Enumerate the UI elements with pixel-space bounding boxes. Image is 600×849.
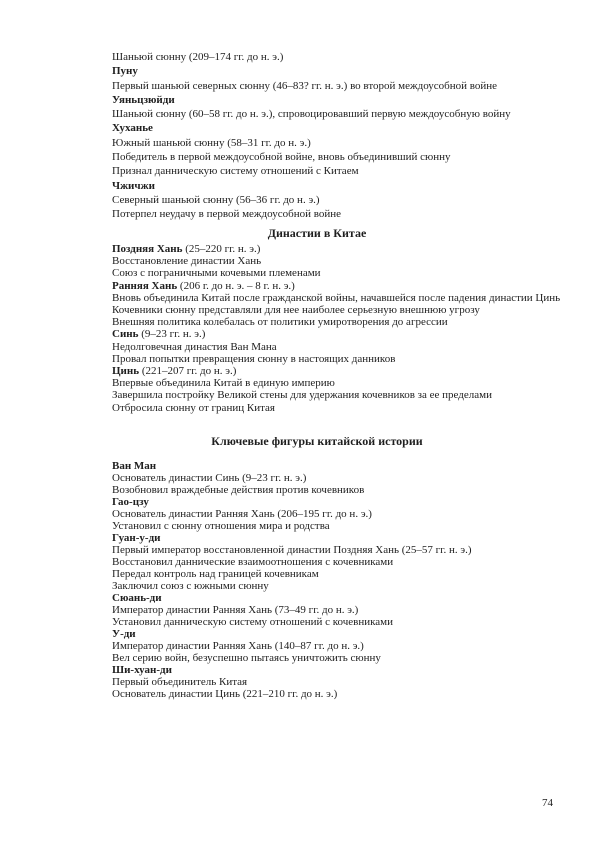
line-text: Император династии Ранняя Хань (73–49 гг. до н. э.) (112, 604, 359, 616)
line-text: Первый император восстановленной династии Поздняя Хань (25–57 гг. н. э.) (112, 544, 472, 556)
line-text: Первый шаньюй северных сюнну (46–83? гг. н. э.) во второй междоусобной войне (112, 79, 498, 92)
line-text: Южный шаньюй сюнну (58–31 гг. до н. э.) (112, 136, 311, 149)
text-line (112, 616, 532, 628)
text-line (112, 79, 532, 93)
text-line (112, 179, 532, 193)
line-text: Восстановление династии Хань (112, 255, 262, 268)
line-text: (9–23 гг. н. э.) (138, 328, 206, 341)
term-bold: Гао-цзу (112, 496, 149, 508)
text-line (112, 377, 532, 389)
text-line (112, 341, 532, 353)
text-line (112, 121, 532, 135)
line-text: Первый объединитель Китая (112, 676, 248, 688)
text-line (112, 353, 532, 365)
line-text: Основатель династии Цинь (221–210 гг. до н. э.) (112, 688, 338, 700)
text-line (112, 64, 532, 78)
text-line (112, 150, 532, 164)
line-text: Основатель династии Синь (9–23 гг. н. э.) (112, 472, 307, 484)
line-text: Впервые объединила Китай в единую империю (112, 377, 335, 390)
line-text: Недолговечная династия Ван Мана (112, 340, 277, 353)
text-line (112, 628, 532, 640)
text-line (112, 688, 532, 700)
line-text: Союз с пограничными кочевыми племенами (112, 267, 321, 280)
text-line (112, 207, 532, 221)
line-text: Шаньюй сюнну (209–174 гг. до н. э.) (112, 51, 284, 63)
line-text: Кочевники сюнну представляли для нее наиболее серьезную внешнюю угрозу (112, 304, 480, 317)
line-text: (221–207 гг. до н. э.) (139, 365, 237, 378)
line-text: Вновь объединила Китай после гражданской войны, начавшейся после падения династии Цинь (112, 291, 561, 304)
text-line (112, 402, 532, 414)
text-line (112, 496, 532, 508)
text-line (112, 556, 532, 568)
line-text: Потерпел неудачу в первой междоусобной войне (112, 208, 341, 221)
line-text: Вел серию войн, безуспешно пытаясь уничтожить сюнну (112, 652, 381, 664)
section-dynasties (112, 243, 561, 414)
section-key-figures (112, 460, 532, 700)
text-line (112, 255, 532, 267)
line-text: Признал данническую систему отношений с Китаем (112, 165, 359, 178)
text-line (112, 164, 532, 178)
text-line (112, 107, 532, 121)
text-line (112, 193, 532, 207)
text-line (112, 604, 532, 616)
section-heading-dynasties: Династии в Китае (267, 226, 367, 240)
term-bold: Ранняя Хань (112, 279, 178, 292)
term-bold: Поздняя Хань (112, 243, 183, 255)
line-text: Заключил союз с южными сюнну (112, 580, 269, 592)
line-text: Возобновил враждебные действия против кочевников (112, 484, 365, 496)
text-line (112, 520, 532, 532)
text-line (112, 136, 532, 150)
line-text: Установил данническую систему отношений с кочевниками (112, 616, 394, 628)
text-line (112, 640, 532, 652)
text-line (112, 652, 532, 664)
line-text: Основатель династии Ранняя Хань (206–195 гг. до н. э.) (112, 508, 372, 520)
text-line (112, 592, 532, 604)
text-line (112, 460, 532, 472)
term-bold: Ши-хуан-ди (112, 664, 172, 676)
text-line (112, 316, 532, 328)
line-text: Император династии Ранняя Хань (140–87 гг. до н. э.) (112, 640, 364, 652)
term-bold: Чжичжи (112, 179, 155, 192)
page-number: 74 (542, 797, 553, 809)
text-line (112, 50, 532, 64)
text-line (112, 532, 532, 544)
term-bold: Цинь (112, 365, 140, 378)
text-line (112, 676, 532, 688)
text-line (112, 280, 532, 292)
line-text: Северный шаньюй сюнну (56–36 гг. до н. э.) (112, 193, 320, 206)
term-bold: Гуан-у-ди (112, 532, 161, 544)
text-line (112, 664, 532, 676)
section-heading-key-figures: Ключевые фигуры китайской истории (211, 434, 423, 448)
line-text: Провал попытки превращения сюнну в настоящих данников (112, 352, 396, 365)
line-text: Шаньюй сюнну (60–58 гг. до н. э.), спровоцировавший первую междоусобную войну (112, 108, 511, 121)
text-line (112, 93, 532, 107)
text-line (112, 267, 532, 279)
text-line (112, 243, 532, 255)
line-text: (206 г. до н. э. – 8 г. н. э.) (177, 279, 295, 292)
line-text: Победитель в первой междоусобной войне, вновь объединивший сюнну (112, 151, 451, 164)
term-bold: Ван Ман (112, 460, 157, 472)
line-text: Передал контроль над границей кочевникам (112, 568, 319, 580)
line-text: Установил с сюнну отношения мира и родства (112, 520, 330, 532)
term-bold: Уяньцзюйди (112, 93, 175, 106)
text-line (112, 580, 532, 592)
text-line (112, 328, 532, 340)
line-text: Внешняя политика колебалась от политики умиротворения до агрессии (112, 316, 448, 329)
text-line (112, 291, 561, 304)
text-line (112, 304, 532, 316)
line-text: Отбросила сюнну от границ Китая (112, 401, 275, 414)
text-line (112, 472, 532, 484)
text-line (112, 568, 532, 580)
line-text: Завершила постройку Великой стены для удержания кочевников за ее пределами (112, 389, 492, 402)
term-bold: У-ди (112, 628, 136, 640)
term-bold: Синь (112, 328, 139, 341)
text-line (112, 365, 532, 377)
term-bold: Пуну (112, 65, 138, 78)
term-bold: Хуханье (112, 122, 153, 135)
text-line (112, 508, 532, 520)
section-chanyu-continuation (112, 50, 532, 222)
term-bold: Сюань-ди (112, 592, 162, 604)
text-line (112, 544, 532, 556)
text-line (112, 389, 532, 401)
line-text: Восстановил даннические взаимоотношения с кочевниками (112, 556, 394, 568)
text-line (112, 484, 532, 496)
line-text: (25–220 гг. н. э.) (182, 243, 261, 255)
